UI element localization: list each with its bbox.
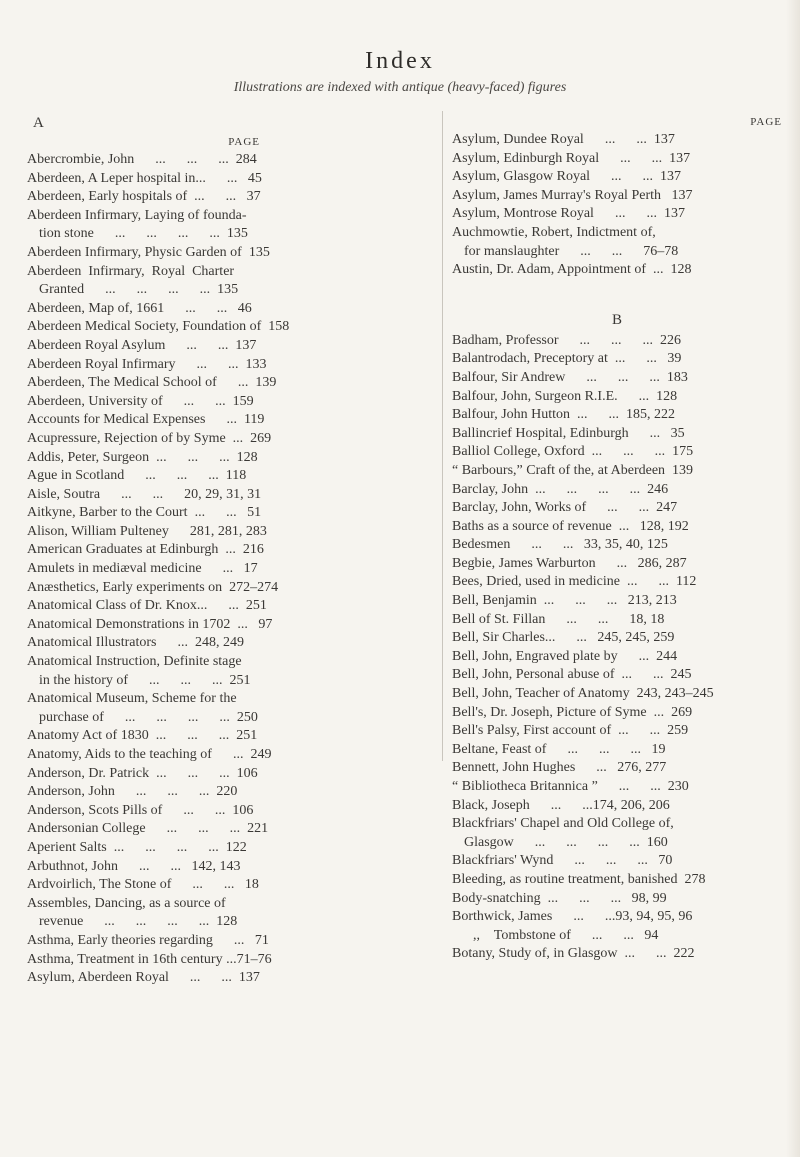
index-entry: Barclay, John ... ... ... ... 246 bbox=[452, 481, 669, 497]
index-entry: Addis, Peter, Surgeon ... ... ... 128 bbox=[27, 449, 258, 465]
index-entry: Auchmowtie, Robert, Indictment of, bbox=[452, 224, 656, 240]
index-entry: Abercrombie, John ... ... ... 284 bbox=[27, 152, 257, 167]
index-entry: Andersonian College ... ... ... 221 bbox=[27, 821, 269, 837]
index-entry: Asylum, Montrose Royal ... ... 137 bbox=[452, 206, 685, 222]
index-entry: Asylum, Edinburgh Royal ... ... 137 bbox=[452, 150, 691, 166]
index-entry: Arbuthnot, John ... ... 142, 143 bbox=[27, 858, 241, 874]
index-entries-a bbox=[27, 151, 427, 988]
index-entry: Balfour, John, Surgeon R.I.E. ... 128 bbox=[452, 388, 678, 404]
index-entry: “ Bibliotheca Britannica ” ... ... 230 bbox=[452, 779, 689, 794]
index-entry: Badham, Professor ... ... ... 226 bbox=[452, 332, 682, 348]
index-entry: American Graduates at Edinburgh ... 216 bbox=[27, 542, 264, 558]
index-entry: Asylum, Aberdeen Royal ... ... 137 bbox=[27, 970, 260, 986]
index-entries-b bbox=[452, 332, 782, 964]
index-entry: Blackfriars' Chapel and Old College of, bbox=[452, 816, 674, 832]
index-entry: Aberdeen, Map of, 1661 ... ... 46 bbox=[27, 300, 252, 316]
index-entry: Anatomical Museum, Scheme for the bbox=[27, 691, 237, 707]
index-entry: Bleeding, as routine treatment, banished 278 bbox=[452, 871, 706, 887]
index-entry: Asthma, Treatment in 16th century ...71–76 bbox=[27, 951, 272, 967]
index-entry: Anderson, Scots Pills of ... ... 106 bbox=[27, 802, 254, 818]
index-entry: Aberdeen Royal Asylum ... ... 137 bbox=[27, 337, 257, 353]
left-column bbox=[27, 113, 427, 988]
index-entry: Baths as a source of revenue ... 128, 192 bbox=[452, 518, 689, 534]
page-edge-shadow bbox=[786, 0, 800, 1157]
index-entry: Anatomical Instruction, Definite stage bbox=[27, 654, 242, 670]
index-entry: Granted ... ... ... ... 135 bbox=[39, 282, 239, 298]
index-entry: Asylum, James Murray's Royal Perth 137 bbox=[452, 187, 693, 203]
index-entry: Bedesmen ... ... 33, 35, 40, 125 bbox=[452, 537, 668, 553]
index-entry: Black, Joseph ... ...174, 206, 206 bbox=[452, 797, 670, 813]
index-entry: Assembles, Dancing, as a source of bbox=[27, 895, 226, 911]
index-entry: Bell's Palsy, First account of ... ... 259 bbox=[452, 723, 689, 739]
index-entry: Blackfriars' Wynd ... ... ... 70 bbox=[452, 853, 673, 869]
index-entry: Beltane, Feast of ... ... ... 19 bbox=[452, 741, 666, 757]
index-entry: Anderson, Dr. Patrick ... ... ... 106 bbox=[27, 765, 258, 781]
index-entry: Barclay, John, Works of ... ... 247 bbox=[452, 500, 678, 516]
index-entry: Bennett, John Hughes ... 276, 277 bbox=[452, 760, 667, 776]
index-entry: Aberdeen, The Medical School of ... 139 bbox=[27, 375, 277, 391]
index-entry: Anderson, John ... ... ... 220 bbox=[27, 784, 238, 800]
index-entry: Anæsthetics, Early experiments on 272–274 bbox=[27, 579, 279, 595]
index-entry: Asylum, Glasgow Royal ... ... 137 bbox=[452, 169, 682, 185]
index-entry: Anatomical Demonstrations in 1702 ... 97 bbox=[27, 616, 273, 632]
index-entry: Aberdeen, Early hospitals of ... ... 37 bbox=[27, 189, 261, 205]
index-entry: Anatomical Class of Dr. Knox... ... 251 bbox=[27, 598, 267, 614]
index-entry: Aberdeen Infirmary, Royal Charter bbox=[27, 263, 235, 279]
index-entry: Aitkyne, Barber to the Court ... ... 51 bbox=[27, 505, 262, 521]
index-entry: “ Barbours,” Craft of the, at Aberdeen 139 bbox=[452, 462, 694, 478]
index-subheading: Illustrations are indexed with antique (heavy-faced) figures bbox=[233, 80, 567, 95]
index-entry: Asylum, Dundee Royal ... ... 137 bbox=[452, 132, 675, 147]
column-divider bbox=[442, 111, 443, 761]
index-entry: Bell's, Dr. Joseph, Picture of Syme ... 269 bbox=[452, 704, 693, 720]
index-entry: Aperient Salts ... ... ... ... 122 bbox=[27, 839, 247, 855]
index-entry: Austin, Dr. Adam, Appointment of ... 128 bbox=[452, 262, 692, 278]
index-entry: Alison, William Pulteney 281, 281, 283 bbox=[27, 523, 267, 539]
index-entry: revenue ... ... ... ... 128 bbox=[39, 914, 238, 930]
index-entry: Anatomy, Aids to the teaching of ... 249 bbox=[27, 747, 272, 762]
index-entry: Begbie, James Warburton ... 286, 287 bbox=[452, 555, 687, 571]
index-entry: Aberdeen Infirmary, Physic Garden of 135 bbox=[27, 244, 270, 260]
index-entry: Acupressure, Rejection of by Syme ... 269 bbox=[27, 430, 272, 446]
index-entry: Bell of St. Fillan ... ... 18, 18 bbox=[452, 611, 665, 627]
index-entry: Ague in Scotland ... ... ... 118 bbox=[27, 468, 247, 484]
index-entry: ,, Tombstone of ... ... 94 bbox=[452, 927, 659, 943]
index-entry: Bell, Benjamin ... ... ... 213, 213 bbox=[452, 593, 677, 609]
index-entry: tion stone ... ... ... ... 135 bbox=[39, 226, 248, 242]
index-entry: Borthwick, James ... ...93, 94, 95, 96 bbox=[452, 909, 693, 925]
index-entry: Balfour, Sir Andrew ... ... ... 183 bbox=[452, 369, 688, 385]
index-entry: Accounts for Medical Expenses ... 119 bbox=[27, 412, 265, 428]
index-entry: Bell, John, Engraved plate by ... 244 bbox=[452, 648, 678, 664]
section-letter-b: B bbox=[611, 311, 622, 328]
index-entry: Aberdeen, University of ... ... 159 bbox=[27, 393, 254, 409]
index-entry: Bees, Dried, used in medicine ... ... 112 bbox=[452, 574, 697, 590]
index-entry: Balliol College, Oxford ... ... ... 175 bbox=[452, 444, 694, 460]
index-entry: in the history of ... ... ... 251 bbox=[39, 672, 251, 688]
index-entry: Balfour, John Hutton ... ... 185, 222 bbox=[452, 407, 676, 423]
page-label-right: PAGE bbox=[750, 116, 782, 128]
page-label-left: PAGE bbox=[228, 136, 260, 148]
index-entry: Body-snatching ... ... ... 98, 99 bbox=[452, 890, 667, 906]
index-entry: Bell, John, Teacher of Anatomy 243, 243–245 bbox=[452, 686, 714, 702]
index-entry: purchase of ... ... ... ... 250 bbox=[39, 709, 258, 725]
right-column bbox=[452, 113, 782, 964]
index-entry: Bell, John, Personal abuse of ... ... 245 bbox=[452, 667, 692, 683]
index-entry: Anatomy Act of 1830 ... ... ... 251 bbox=[27, 728, 258, 744]
index-entry: Aisle, Soutra ... ... 20, 29, 31, 31 bbox=[27, 486, 262, 502]
index-entries-a-continued bbox=[452, 131, 782, 280]
index-entry: Balantrodach, Preceptory at ... ... 39 bbox=[452, 351, 682, 367]
index-entry: Ardvoirlich, The Stone of ... ... 18 bbox=[27, 877, 259, 893]
index-entry: Botany, Study of, in Glasgow ... ... 222 bbox=[452, 946, 695, 962]
index-entry: Aberdeen Royal Infirmary ... ... 133 bbox=[27, 356, 267, 372]
section-letter-a: A bbox=[33, 115, 44, 131]
index-entry: Amulets in mediæval medicine ... 17 bbox=[27, 561, 258, 577]
index-entry: Aberdeen Medical Society, Foundation of 158 bbox=[27, 319, 290, 335]
index-entry: Bell, Sir Charles... ... 245, 245, 259 bbox=[452, 630, 675, 646]
index-entry: Glasgow ... ... ... ... 160 bbox=[464, 834, 668, 850]
index-entry: Asthma, Early theories regarding ... 71 bbox=[27, 932, 269, 948]
index-entry: Aberdeen Infirmary, Laying of founda- bbox=[27, 207, 247, 223]
index-entry: for manslaughter ... ... 76–78 bbox=[464, 243, 679, 259]
index-entry: Ballincrief Hospital, Edinburgh ... 35 bbox=[452, 425, 685, 441]
index-entry: Aberdeen, A Leper hospital in... ... 45 bbox=[27, 170, 262, 186]
index-entry: Anatomical Illustrators ... 248, 249 bbox=[27, 635, 244, 651]
index-heading: Index bbox=[365, 48, 435, 74]
